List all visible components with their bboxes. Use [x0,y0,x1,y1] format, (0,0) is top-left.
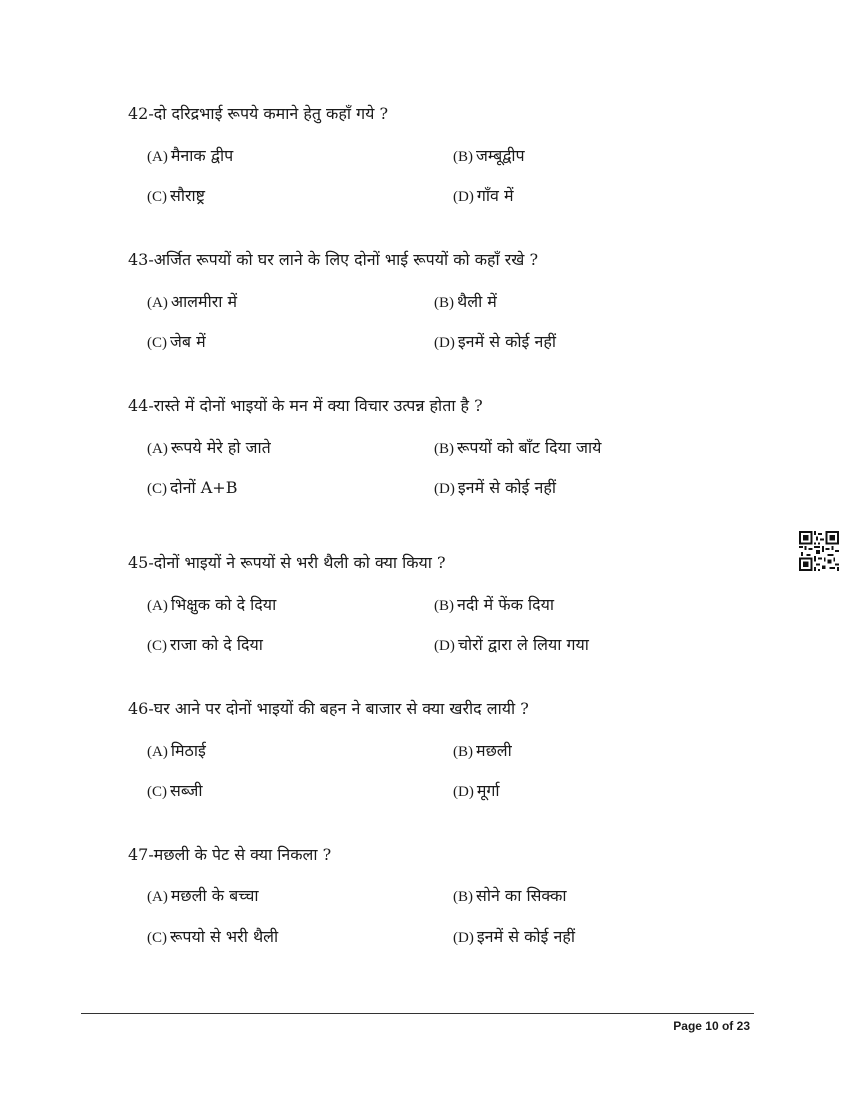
option-44-c: (C) दोनों A+B [147,478,238,497]
option-42-d: (D) गाँव में [453,186,514,205]
question-47: 47-मछली के पेट से क्या निकला ? [128,845,332,864]
option-47-d: (D) इनमें से कोई नहीं [453,927,576,946]
option-42-a: (A) मैनाक द्वीप [147,146,234,165]
option-46-b: (B) मछली [453,741,512,760]
option-45-b: (B) नदी में फेंक दिया [434,595,555,614]
option-45-d: (D) चोरों द्वारा ले लिया गया [434,635,589,654]
question-44: 44-रास्ते में दोनों भाइयों के मन में क्या विचार उत्पन्न होता है ? [128,396,483,415]
option-47-c: (C) रूपयो से भरी थैली [147,927,279,946]
option-43-c: (C) जेब में [147,332,206,351]
question-43: 43-अर्जित रूपयों को घर लाने के लिए दोनों भाई रूपयों को कहाँ रखे ? [128,250,539,269]
page-number: Page 10 of 23 [673,1019,750,1033]
option-47-b: (B) सोने का सिक्का [453,886,567,905]
option-44-a: (A) रूपये मेरे हो जाते [147,438,271,457]
option-44-d: (D) इनमें से कोई नहीं [434,478,557,497]
footer-divider [81,1013,754,1014]
option-46-d: (D) मूर्गा [453,781,500,800]
option-45-c: (C) राजा को दे दिया [147,635,263,654]
option-43-d: (D) इनमें से कोई नहीं [434,332,557,351]
option-43-b: (B) थैली में [434,292,497,311]
option-42-b: (B) जम्बूद्वीप [453,146,525,165]
option-44-b: (B) रूपयों को बाँट दिया जाये [434,438,602,457]
option-45-a: (A) भिक्षुक को दे दिया [147,595,277,614]
qr-code-icon [799,531,839,571]
question-46: 46-घर आने पर दोनों भाइयों की बहन ने बाजार से क्या खरीद लायी ? [128,699,529,718]
question-45: 45-दोनों भाइयों ने रूपयों से भरी थैली को क्या किया ? [128,553,446,572]
option-42-c: (C) सौराष्ट्र [147,186,205,205]
question-42: 42-दो दरिद्रभाई रूपये कमाने हेतु कहाँ गये ? [128,104,389,123]
option-46-c: (C) सब्जी [147,781,203,800]
option-46-a: (A) मिठाई [147,741,206,760]
option-47-a: (A) मछली के बच्चा [147,886,259,905]
option-43-a: (A) आलमीरा में [147,292,238,311]
